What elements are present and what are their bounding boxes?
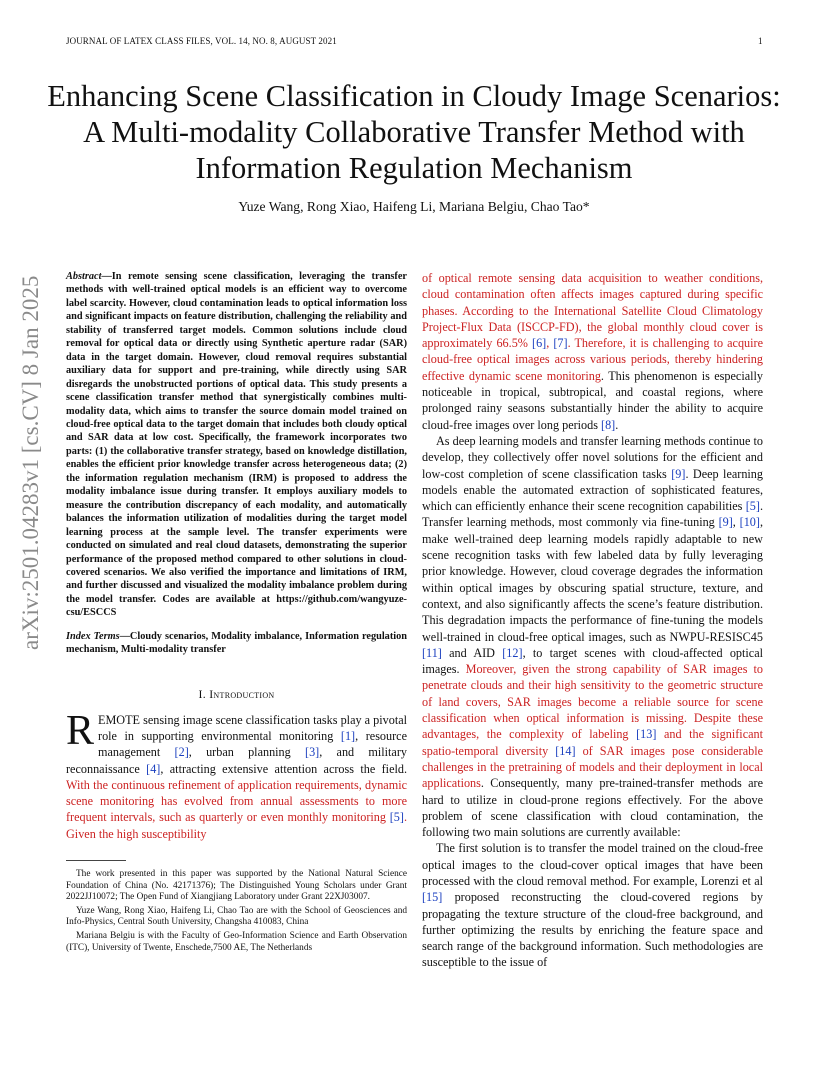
citation-link[interactable]: [1] [340,728,356,743]
body-text: , make well-trained deep learning models rapidly adaptable to new scene recognition tasks with few labeled data by fully leveraging prior knowledge. However, cloud coverage degrades the information within optical images by obscuring spatial structure, texture, and context, and also significantly affects the scene’s feature distribution. This degradation impacts the performance of fine-tuning the models well-trained in cloud-free optical images, such as NWPU-RESISC45 [422,515,763,644]
citation-link[interactable]: [5] [389,810,404,825]
body-text: , to target scenes with cloud-affected optical images. [422,645,763,677]
section-title: Introduction [209,686,275,701]
running-head: JOURNAL OF LATEX CLASS FILES, VOL. 14, NO. 8, AUGUST 2021 [66,36,337,46]
citation-link[interactable]: [9] [671,466,686,481]
page-number: 1 [758,36,763,46]
arxiv-stamp-text: arXiv:2501.04283v1 [cs.CV] 8 Jan 2025 [18,275,43,650]
body-text: proposed reconstructing the cloud-covered regions by propagating the texture structure of the cloud-free background, and further optimizing the results by enriching the feature space and search range of the background information. Such methodologies are susceptible to the issue of [422,890,763,970]
citation-link[interactable]: [10] [739,515,760,530]
citation-link[interactable]: [2] [174,745,189,760]
body-text: . This phenomenon is especially noticeable in tropical, subtropical, and coastal regions, where prolonged rainy seasons substantially hinder the ability to acquire cloud-free images over long periods [422,368,763,432]
citation-link[interactable]: [15] [422,890,443,905]
citation-link[interactable]: [8] [601,417,616,432]
intro-text: , attracting extensive attention across the field. [160,761,408,776]
footnote-affiliation: Yuze Wang, Rong Xiao, Haifeng Li, Chao Tao are with the School of Geosciences and Info-Physics, Central South University, Changsha 410083, China [66,905,407,928]
citation-link[interactable]: [12] [502,645,523,660]
citation-link[interactable]: [9] [718,515,733,530]
highlighted-text: Moreover, given the strong capability of SAR images to penetrate clouds and their high sensitivity to the geometric structure of land covers, SAR images become a reliable source for scene classification when optical information is missing. Despite these advantages, the complexity of labeling [422,662,763,742]
body-paragraph [422,270,763,433]
body-text: , [732,515,740,530]
drop-cap: R [66,707,95,754]
intro-text: , resource management [98,728,407,760]
highlighted-text: . Given the high susceptibility [66,810,407,841]
footnote-rule [66,860,126,861]
highlighted-text: With the continuous refinement of application requirements, dynamic scene monitoring has evolved from annual assessments to more frequent intervals, such as quarterly or even monthly monitoring [66,777,407,825]
citation-link[interactable]: [13] [636,727,657,742]
footnote-affiliation: Mariana Belgiu is with the Faculty of Geo-Information Science and Earth Observation (ITC), University of Twente, Enschede,7500 AE, The Netherlands [66,931,407,953]
index-terms-label: Index Terms [66,630,120,642]
section-heading [66,687,407,702]
footnotes [66,869,407,954]
intro-text: EMOTE sensing image scene classification tasks play a pivotal role in supporting environmental monitoring [98,712,407,743]
highlighted-text: , [546,336,554,351]
body-text: . Deep learning models enable the automated extraction of sophisticated features, which can efficiently enhance their scene recognition capabilities [422,466,763,514]
citation-link[interactable]: [14] [555,743,576,758]
left-column [66,270,407,956]
intro-text: , urban planning [188,745,306,760]
citation-link[interactable]: [4] [146,761,161,776]
body-text: The first solution is to transfer the model trained on the cloud-free optical images to the cloud-cover optical images that have been processed with the cloud removal method. For example, Lorenzi et al [422,841,763,888]
body-paragraph [422,433,763,840]
abstract-label: Abstract [66,271,102,282]
body-text: . Consequently, many pre-trained-transfer methods are hard to utilize in cloud-prone regions effectively. For the above problem of scene classification with cloud contamination, the following two main solutions are currently available: [422,776,763,840]
body-text: and AID [441,645,503,660]
abstract [66,270,407,620]
body-text: . Transfer learning methods, most commonly via fine-tuning [422,499,763,530]
citation-link[interactable]: [3] [305,745,320,760]
body-text: As deep learning models and transfer learning methods continue to develop, they collectively offer novel solutions for the efficient and low-cost completion of scene classification tasks [422,433,763,481]
citation-link[interactable]: [6] [532,336,547,351]
footnote-funding: The work presented in this paper was supported by the National Natural Science Foundation of China (No. 42171376); The Distinguished Young Scholars under Grant 2022JJ10072; The Open Fund of Xiangjiang Laboratory under Grant 22XJ03007. [66,869,407,903]
body-text: . [615,417,619,432]
highlighted-text: and the significant spatio-temporal diversity [422,727,763,758]
author-list: Yuze Wang, Rong Xiao, Haifeng Li, Mariana Belgiu, Chao Tao* [238,199,590,214]
index-terms [66,630,407,657]
section-number: I. [198,686,206,701]
highlighted-text: of optical remote sensing data acquisition to weather conditions, cloud contamination often affects images captured during specific phases. According to the International Satellite Cloud Climatology Project-Flux Data (ISCCP-FD), the global monthly cloud cover is approximately 66.5% [422,271,763,351]
citation-link[interactable]: [11] [422,645,442,660]
intro-text: , and military reconnaissance [66,745,407,776]
paper-title: Enhancing Scene Classification in Cloudy Image Scenarios: A Multi-modality Collaborative Transfer Method with Information Regulation Mechanism [47,79,781,185]
citation-link[interactable]: [5] [745,499,760,514]
citation-link[interactable]: [7] [553,336,568,351]
index-terms-text: —Cloudy scenarios, Modality imbalance, Information regulation mechanism, Multi-modality transfer [66,630,407,656]
highlighted-text: of SAR images pose considerable challenges in the pretraining of models and their deployment in local applications [422,743,764,791]
abstract-text: —In remote sensing scene classification, leveraging the transfer methods with well-trained optical models is an efficient way to overcome label scarcity. However, cloud contamination leads to optical information loss and significant impacts on feature distribution, challenging the reliability and stability of transferred target models. Common solutions include cloud removal for optical data or directly using Synthetic aperture radar (SAR) data in the target domain. However, cloud removal requires substantial auxiliary data for support and pre-training, while directly using SAR disregards the unobstructed portions of optical data. This study presents a scene classification transfer method that synergistically combines multi-modality data, which aims to transfer the source domain model trained on cloud-free optical data to the target domain that includes both cloudy optical and SAR data at low cost. Specifically, the framework incorporates two parts: (1) the collaborative transfer strategy, based on knowledge distillation, enables the efficient prior knowledge transfer across heterogeneous data; (2) the information regulation mechanism (IRM) is proposed to address the modality imbalance issue during transfer. It employs auxiliary models to measure the contribution discrepancy of each modality, and automatically balances the information utilization of modalities during the target model learning process at the sample level. The transfer experiments were conducted on simulated and real cloud datasets, demonstrating the superior performance of the proposed method compared to other solutions in cloud-covered scenarios. We also verified the importance and limitations of IRM, and further discussed and visualized the modality imbalance problem during the model transfer. Codes are available at https://github.com/wangyuze-csu/ESCCS [66,271,407,619]
body-paragraph [422,840,763,970]
intro-paragraph [66,707,408,842]
right-column [422,270,763,971]
highlighted-text: . Therefore, it is challenging to acquire cloud-free optical images across various periods, thereby hindering effective dynamic scene monitoring [422,336,764,383]
